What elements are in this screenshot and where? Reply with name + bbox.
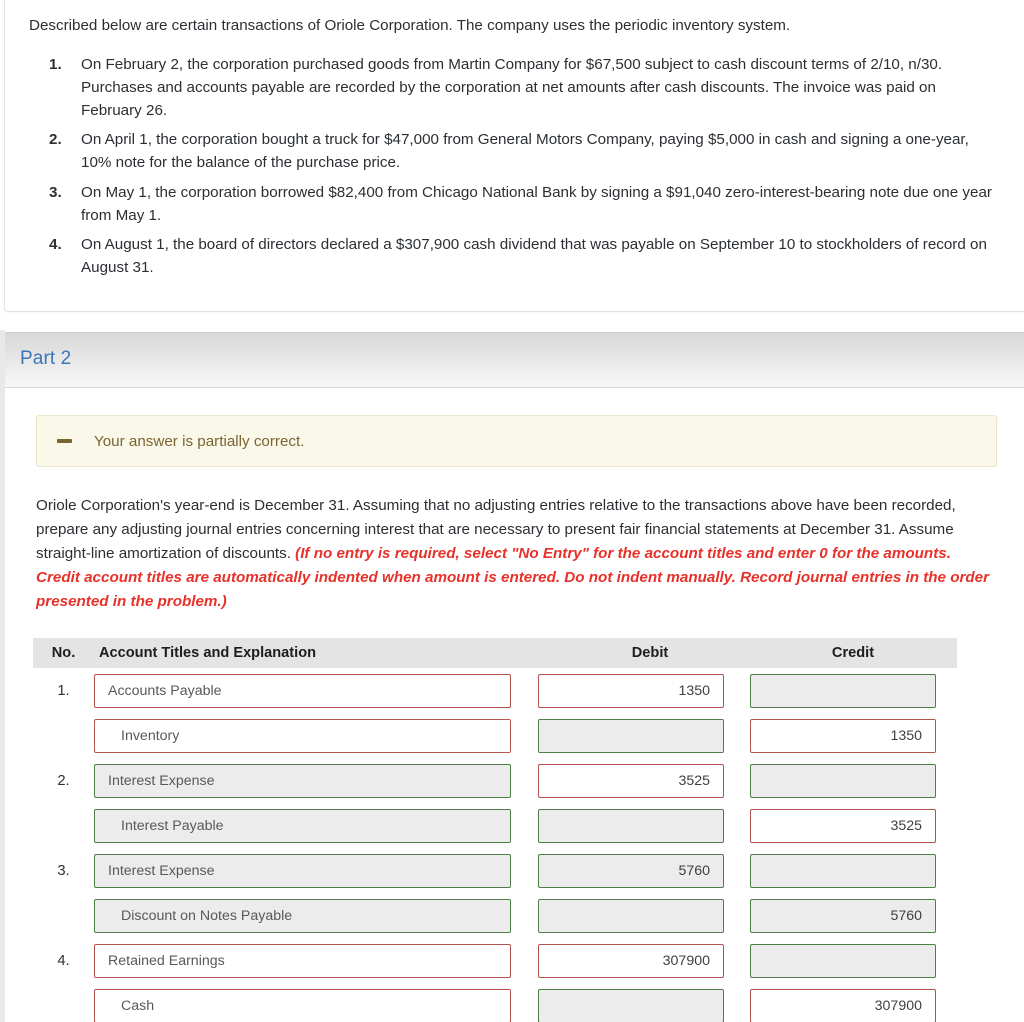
account-title-input[interactable]: Interest Expense <box>94 764 511 798</box>
debit-amount-input[interactable] <box>538 899 724 933</box>
dash-icon <box>57 439 72 443</box>
table-row <box>33 803 957 848</box>
part-title: Part 2 <box>20 348 72 369</box>
journal-table-header <box>33 638 957 668</box>
credit-amount-input[interactable] <box>750 764 936 798</box>
table-row <box>33 668 957 713</box>
column-header-credit: Credit <box>831 645 875 661</box>
transaction-text: On April 1, the corporation bought a truck for $47,000 from General Motors Company, paying $5,000 in cash and signing a one-year, 10% note for the balance of the purchase price. <box>81 131 969 172</box>
credit-amount-input[interactable]: 5760 <box>750 899 936 933</box>
column-header-no: No. <box>51 645 76 661</box>
row-number: 4. <box>57 952 70 969</box>
account-title-input[interactable]: Discount on Notes Payable <box>94 899 511 933</box>
credit-amount-input[interactable]: 307900 <box>750 989 936 1022</box>
transaction-item <box>27 53 1005 122</box>
credit-amount-input[interactable] <box>750 674 936 708</box>
credit-amount-input[interactable]: 1350 <box>750 719 936 753</box>
debit-amount-input[interactable] <box>538 719 724 753</box>
status-alert-message: Your answer is partially correct. <box>94 432 305 450</box>
debit-amount-input[interactable]: 307900 <box>538 944 724 978</box>
instructions-plain-text: Oriole Corporation's year-end is December 31. Assuming that no adjusting entries relative to the transactions above have been recorded, prepare any adjusting journal entries concerning interest that are necessary to present fair financial statements at December 31. Assume straight-line amortization of discounts. <box>36 497 956 563</box>
transaction-item <box>27 181 1005 227</box>
page-left-gutter <box>0 330 5 1022</box>
account-title-input[interactable]: Interest Payable <box>94 809 511 843</box>
row-number: 3. <box>57 862 70 879</box>
transaction-list <box>27 53 1005 279</box>
debit-amount-input[interactable] <box>538 809 724 843</box>
part-header-band <box>5 332 1024 388</box>
account-title-input[interactable]: Accounts Payable <box>94 674 511 708</box>
status-alert <box>36 415 997 467</box>
account-title-input[interactable]: Cash <box>94 989 511 1022</box>
row-number: 2. <box>57 772 70 789</box>
table-row <box>33 713 957 758</box>
transaction-number: 4. <box>49 235 62 253</box>
instructions-paragraph <box>36 494 999 614</box>
account-title-input[interactable]: Retained Earnings <box>94 944 511 978</box>
account-title-input[interactable]: Interest Expense <box>94 854 511 888</box>
column-header-debit: Debit <box>631 645 669 661</box>
debit-amount-input[interactable]: 1350 <box>538 674 724 708</box>
transaction-text: On February 2, the corporation purchased goods from Martin Company for $67,500 subject to cash discount terms of 2/10, n/30. Purchases and accounts payable are recorded by the corporation at net amounts after cash discounts. The invoice was paid on February 26. <box>81 56 943 120</box>
table-row <box>33 893 957 938</box>
transaction-number: 1. <box>49 56 62 74</box>
credit-amount-input[interactable] <box>750 944 936 978</box>
debit-amount-input[interactable] <box>538 989 724 1022</box>
table-row <box>33 848 957 893</box>
transaction-item <box>27 233 1005 279</box>
credit-amount-input[interactable]: 3525 <box>750 809 936 843</box>
transaction-text: On August 1, the board of directors declared a $307,900 cash dividend that was payable on September 10 to stockholders of record on August 31. <box>81 235 987 276</box>
transaction-number: 2. <box>49 131 62 149</box>
transaction-number: 3. <box>49 183 62 201</box>
transaction-item <box>27 128 1005 174</box>
instructions-emphasis-text: (If no entry is required, select "No Entry" for the account titles and enter 0 for the amounts. Credit account titles are automatically indented when amount is entered. Do not indent manually. Record journal entries in the order presented in the problem.) <box>36 545 990 611</box>
account-title-input[interactable]: Inventory <box>94 719 511 753</box>
table-row <box>33 983 957 1022</box>
table-row <box>33 758 957 803</box>
debit-amount-input[interactable]: 3525 <box>538 764 724 798</box>
table-row <box>33 938 957 983</box>
transaction-text: On May 1, the corporation borrowed $82,400 from Chicago National Bank by signing a $91,040 zero-interest-bearing note due one year from May 1. <box>81 183 992 224</box>
column-header-account-titles: Account Titles and Explanation <box>99 645 317 661</box>
problem-intro-text: Described below are certain transactions of Oriole Corporation. The company uses the periodic inventory system. <box>29 17 791 34</box>
credit-amount-input[interactable] <box>750 854 936 888</box>
debit-amount-input[interactable]: 5760 <box>538 854 724 888</box>
problem-statement-card <box>4 0 1024 312</box>
journal-entry-table <box>33 638 957 1022</box>
row-number: 1. <box>57 682 70 699</box>
